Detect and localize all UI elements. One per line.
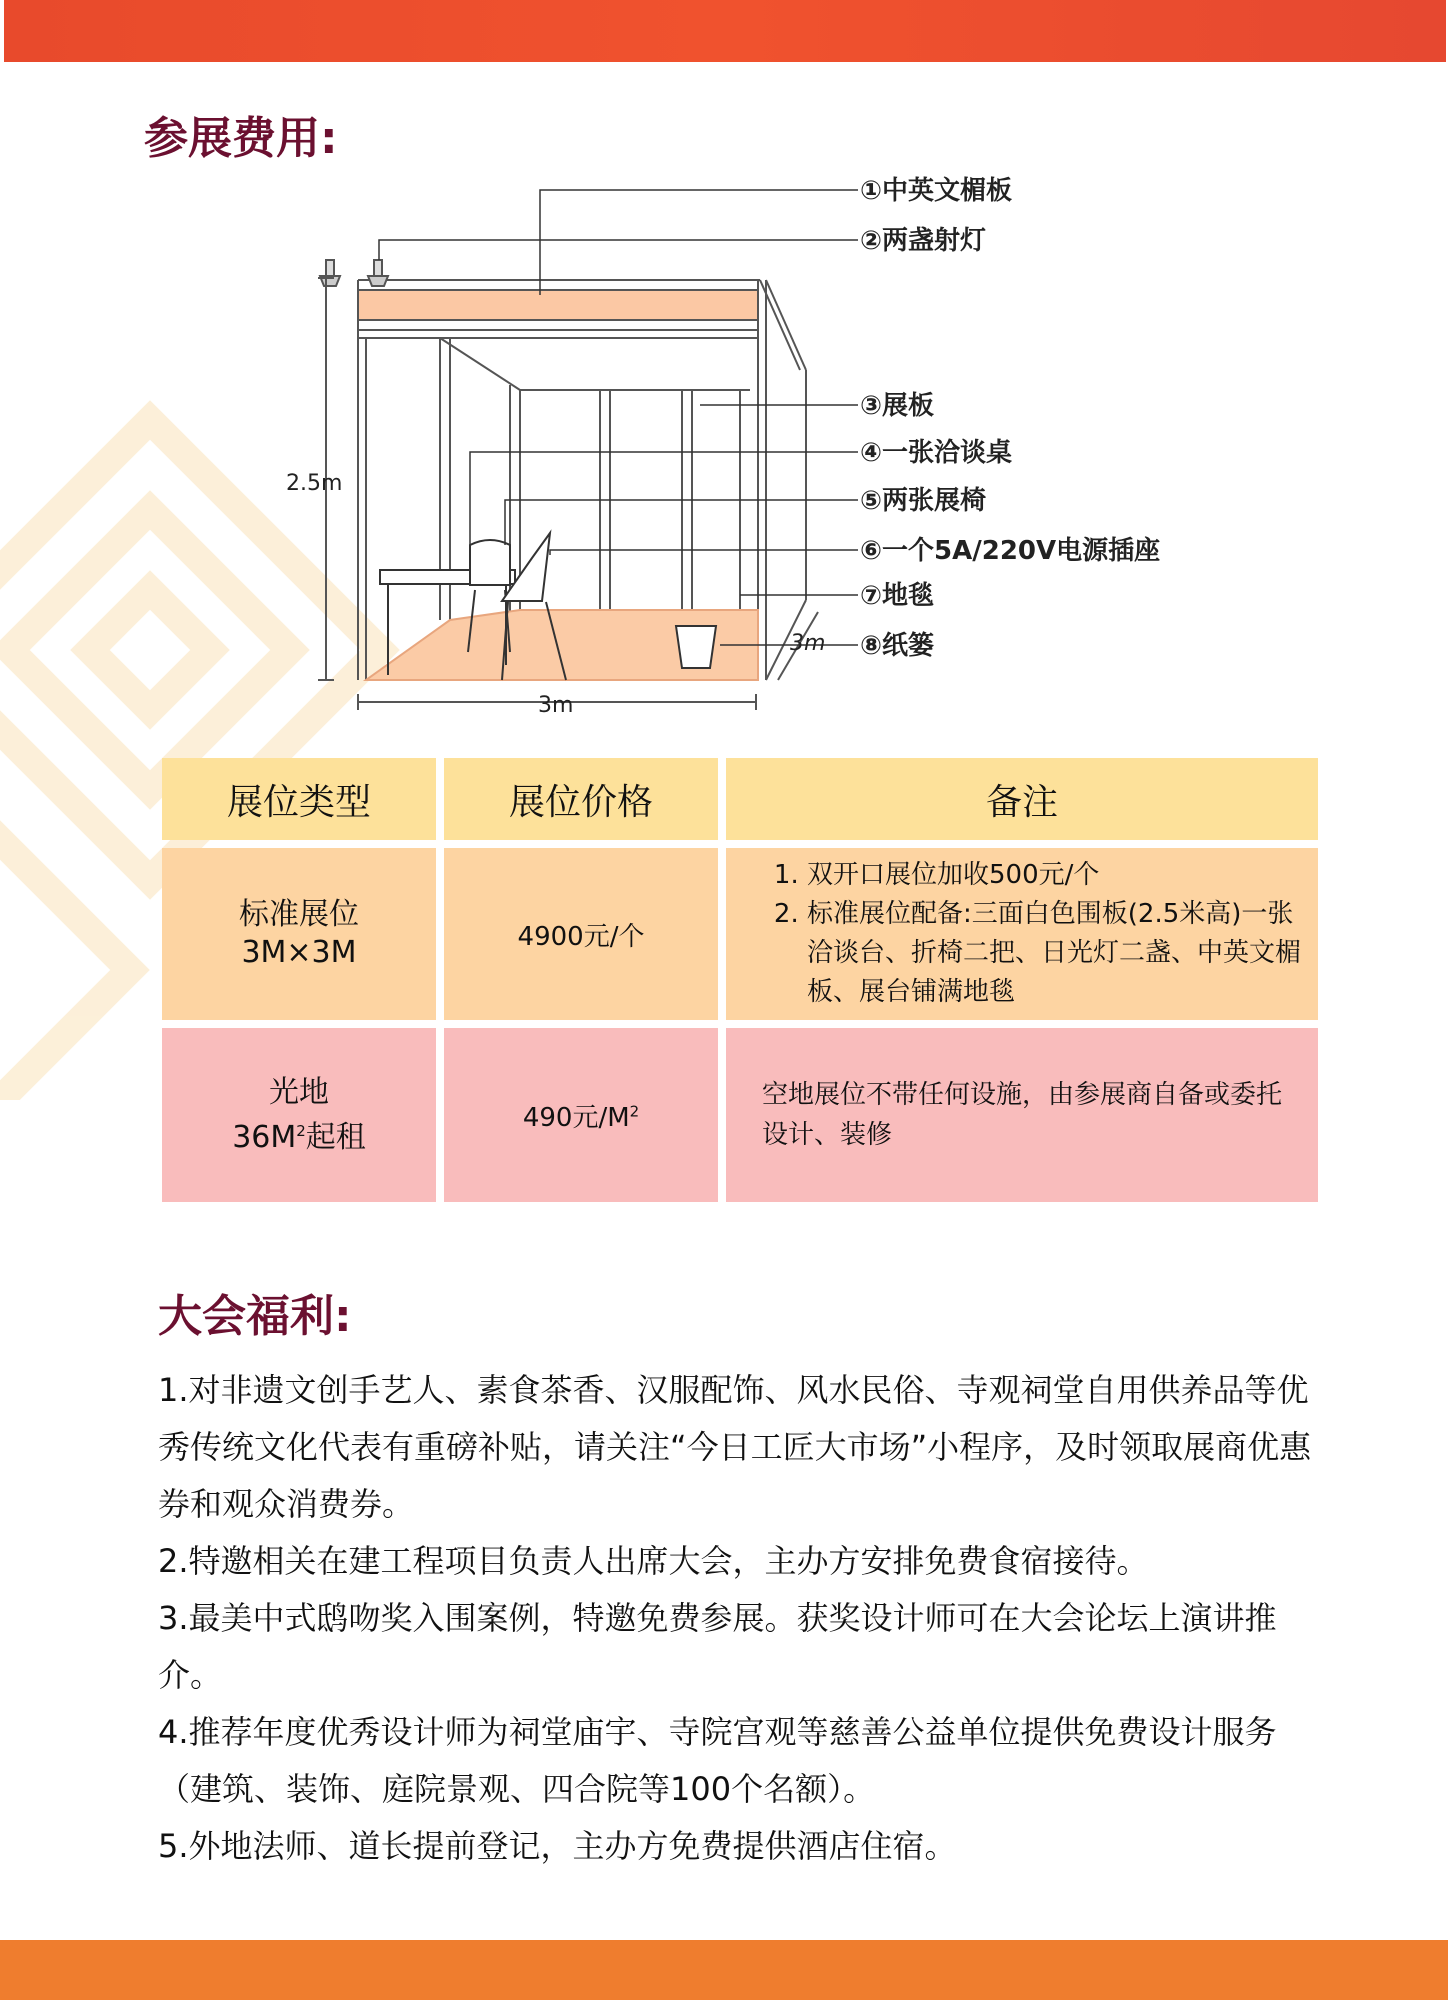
benefit-item: 2.特邀相关在建工程项目负责人出席大会，主办方安排免费食宿接待。 bbox=[158, 1542, 1149, 1580]
table-row-raw-space bbox=[162, 1028, 1318, 1202]
dimension-width-label: 3m bbox=[538, 693, 574, 718]
note-item: 2. 标准展位配备:三面白色围板(2.5米高)一张洽谈台、折椅二把、日光灯二盏、中英文楣板、展台铺满地毯 bbox=[807, 895, 1317, 1012]
header-booth-type: 展位类型 bbox=[162, 758, 436, 840]
standard-booth-type: 标准展位 3M×3M bbox=[162, 848, 436, 1020]
booth-fee-table bbox=[154, 750, 1326, 1210]
benefit-item: 1.对非遗文创手艺人、素食茶香、汉服配饰、风水民俗、寺观祠堂自用供养品等优秀传统文化代表有重磅补贴，请关注“今日工匠大市场”小程序，及时领取展商优惠券和观众消费券。 bbox=[158, 1371, 1312, 1523]
diagram-label-chairs: ⑤两张展椅 bbox=[860, 486, 987, 516]
dimension-height-label: 2.5m bbox=[286, 471, 343, 496]
bottom-banner-bar bbox=[0, 1940, 1448, 2000]
benefit-item: 3.最美中式鸱吻奖入围案例，特邀免费参展。获奖设计师可在大会论坛上演讲推介。 bbox=[158, 1599, 1277, 1694]
benefit-item: 5.外地法师、道长提前登记，主办方免费提供酒店住宿。 bbox=[158, 1827, 957, 1865]
section-title-benefits: 大会福利: bbox=[158, 1291, 352, 1342]
diagram-label-table: ④一张洽谈桌 bbox=[860, 438, 1013, 468]
section-title-fees: 参展费用: bbox=[144, 113, 338, 164]
table-header-row bbox=[162, 758, 1318, 840]
standard-booth-notes bbox=[726, 848, 1318, 1020]
standard-booth-price: 4900元/个 bbox=[444, 848, 718, 1020]
diagram-label-spotlights: ②两盏射灯 bbox=[860, 226, 987, 256]
note-item: 1. 双开口展位加收500元/个 bbox=[807, 856, 1317, 895]
diagram-label-socket: ⑥一个5A/220V电源插座 bbox=[860, 536, 1161, 566]
benefit-item: 4.推荐年度优秀设计师为祠堂庙宇、寺院宫观等慈善公益单位提供免费设计服务（建筑、装饰、庭院景观、四合院等100个名额）。 bbox=[158, 1713, 1277, 1808]
header-notes: 备注 bbox=[726, 758, 1318, 840]
top-banner-bar bbox=[4, 0, 1446, 62]
diagram-label-carpet: ⑦地毯 bbox=[860, 581, 935, 611]
benefits-list bbox=[158, 1362, 1320, 1875]
raw-space-type: 光地 $36M^2$起租 bbox=[162, 1028, 436, 1202]
diagram-label-fascia: ①中英文楣板 bbox=[860, 176, 1013, 206]
diagram-label-panels: ③展板 bbox=[860, 391, 935, 421]
diagram-label-wastebasket: ⑧纸篓 bbox=[860, 631, 935, 661]
dimension-depth-label: 3m bbox=[790, 631, 826, 656]
raw-space-note: 空地展位不带任何设施，由参展商自备或委托设计、装修 bbox=[726, 1028, 1318, 1202]
booth-diagram bbox=[270, 160, 1170, 720]
raw-space-price: 490元$/M^2$ bbox=[444, 1028, 718, 1202]
header-booth-price: 展位价格 bbox=[444, 758, 718, 840]
table-row-standard-booth bbox=[162, 848, 1318, 1020]
